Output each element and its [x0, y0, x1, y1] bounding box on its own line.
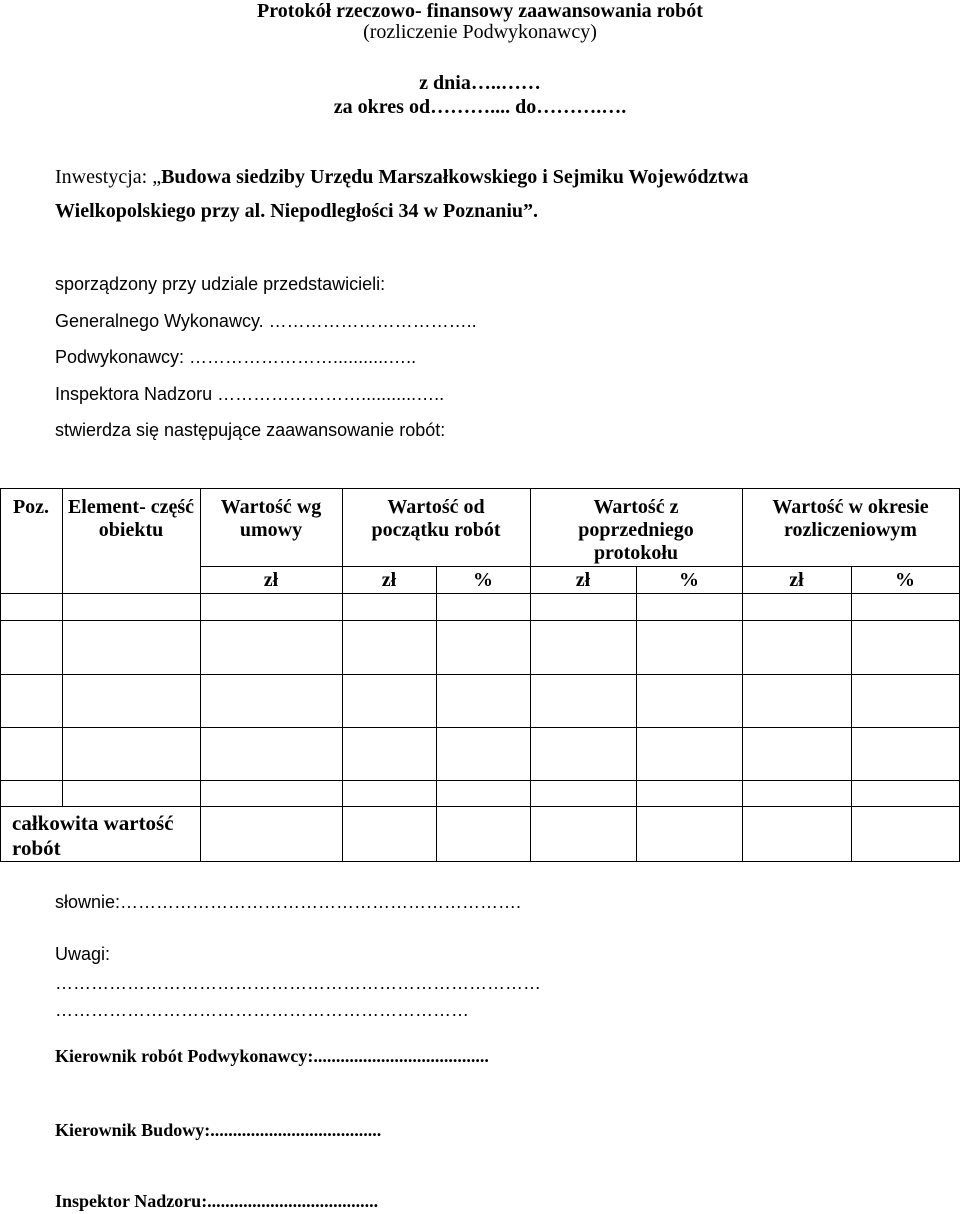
investment-prefix: Inwestycja: „	[55, 166, 162, 188]
row-border	[0, 727, 960, 728]
table-top-border	[0, 488, 960, 489]
col-border	[636, 566, 637, 862]
period-line: za okres od……….... do……….….	[333, 96, 627, 118]
header-contract-value: Wartość wg umowy	[220, 496, 322, 541]
col-border	[742, 488, 743, 862]
total-label: całkowita wartość robót	[12, 811, 174, 860]
row-border	[0, 620, 960, 621]
remarks-line-2: ……………………………………………………………	[55, 1000, 469, 1020]
document-subtitle: (rozliczenie Podwykonawcy)	[363, 21, 597, 43]
remarks-line-1: ………………………………………………………………………	[55, 973, 541, 993]
units-row-border	[200, 566, 960, 567]
header-element: Element- część obiektu	[67, 496, 195, 541]
investment-name-part1: Budowa siedziby Urzędu Marszałkowskiego i Sejmiku Województwa	[161, 166, 749, 188]
header-bottom-border	[0, 593, 960, 594]
col-border	[436, 566, 437, 862]
inspector-line: Inspektora Nadzoru ……………………...........…..	[55, 384, 445, 404]
statement-line: stwierdza się następujące zaawansowanie robót:	[55, 420, 446, 440]
remarks-label: Uwagi:	[55, 944, 111, 964]
header-value-since-start: Wartość od początku robót	[371, 496, 501, 541]
row-border	[0, 780, 960, 781]
subcontractor-manager-signature: Kierownik robót Podwykonawcy:.......................................	[55, 1046, 489, 1066]
col-border	[530, 488, 531, 862]
inspector-signature: Inspektor Nadzoru:......................................	[55, 1191, 379, 1211]
investment-line-1	[55, 166, 749, 189]
unit-cell: zł	[575, 569, 591, 591]
table-bottom-border	[0, 861, 960, 862]
unit-cell: %	[473, 569, 493, 591]
row-border	[0, 674, 960, 675]
col-border	[342, 488, 343, 862]
investment-line-2: Wielkopolskiego przy al. Niepodległości 34 w Poznaniu”.	[55, 200, 538, 222]
subcontractor-line: Podwykonawcy: ……………………...........…..	[55, 347, 417, 367]
unit-cell: zł	[263, 569, 279, 591]
col-border	[200, 488, 201, 862]
progress-table	[0, 488, 960, 862]
row-border	[0, 806, 960, 807]
header-value-period: Wartość w okresie rozliczeniowym	[772, 496, 929, 541]
general-contractor-line: Generalnego Wykonawcy. ……………………………..	[55, 311, 477, 331]
unit-cell: zł	[789, 569, 804, 591]
unit-cell: %	[679, 569, 699, 591]
unit-cell: %	[895, 569, 915, 591]
header-pos: Poz.	[12, 496, 50, 518]
site-manager-signature: Kierownik Budowy:......................................	[55, 1120, 382, 1140]
participants-intro: sporządzony przy udziale przedstawicieli:	[55, 274, 386, 294]
table-left-border	[0, 488, 1, 862]
header-value-previous: Wartość z poprzedniego protokołu	[578, 496, 694, 564]
document-title: Protokół rzeczowo- finansowy zaawansowania robót	[257, 0, 703, 22]
date-line: z dnia…..……	[419, 72, 541, 94]
unit-cell: zł	[381, 569, 397, 591]
col-border	[851, 566, 852, 862]
slownie-line: słownie:………………………………………………………….	[55, 892, 522, 912]
